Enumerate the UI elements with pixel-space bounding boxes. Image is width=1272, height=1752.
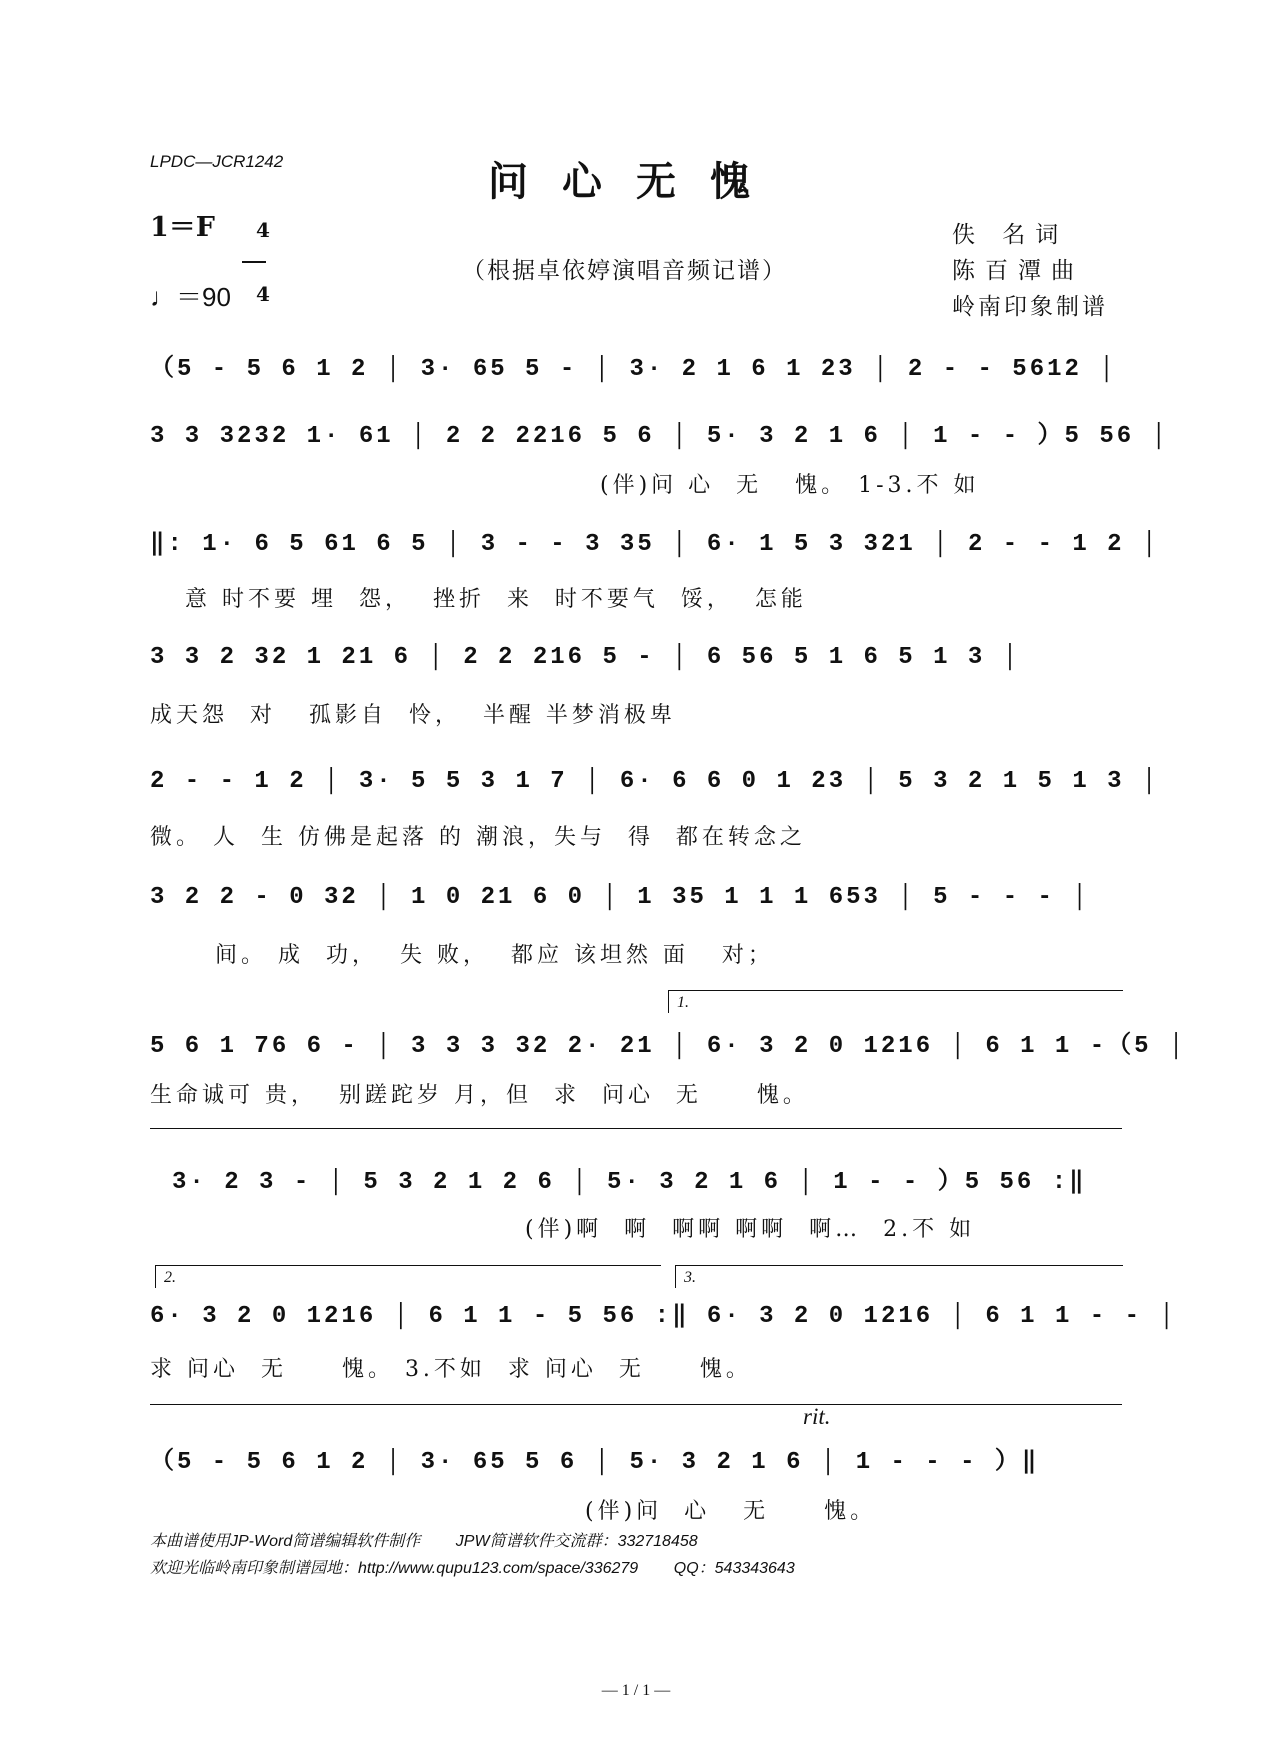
lyric-line-9: 求 问心 无 愧。 3.不如 求 问心 无 愧。	[150, 1357, 752, 1382]
page-number: — 1 / 1 —	[601, 1682, 671, 1699]
subtitle: （根据卓依婷演唱音频记谱）	[462, 258, 787, 284]
lyric-line-2: (伴)问 心 无 愧。 1-3.不 如	[600, 473, 980, 498]
time-top: 4	[255, 218, 270, 242]
lyric-line-7: 生命诚可 贵， 别蹉跎岁 月，但 求 问心 无 愧。	[150, 1083, 809, 1108]
notation-line-8: 3· 2 3 - │ 5 3 2 1 2 6 │ 5· 3 2 1 6 │ 1 - - ）5 56 :‖	[172, 1169, 1087, 1196]
lyric-line-6: 间。 成 功， 失 败， 都应 该坦然 面 对；	[215, 943, 774, 968]
volta-bracket-2	[155, 1265, 661, 1288]
system-rule	[150, 1128, 1122, 1129]
notation-line-1: （5 - 5 6 1 2 │ 3· 65 5 - │ 3· 2 1 6 1 23 │ 2 - - 5612 │	[150, 356, 1117, 383]
lyric-line-8: (伴)啊 啊 啊啊 啊啊 啊… 2.不 如	[525, 1217, 976, 1242]
footer-software-note: 本曲谱使用JP-Word简谱编辑软件制作 JPW简谱软件交流群：332718458	[150, 1533, 698, 1550]
lyric-line-10: (伴)问 心 无 愧。	[585, 1499, 877, 1524]
notation-line-6: 3 2 2 - 0 32 │ 1 0 21 6 0 │ 1 35 1 1 1 653 │ 5 - - - │	[150, 884, 1090, 911]
credit-arranger: 岭南印象制谱	[952, 294, 1108, 320]
lyric-line-4: 成天怨 对 孤影自 怜， 半醒 半梦消极卑	[150, 703, 676, 728]
time-signature	[242, 200, 270, 306]
notation-line-2: 3 3 3232 1· 61 │ 2 2 2216 5 6 │ 5· 3 2 1 6 │ 1 - - ）5 56 │	[150, 423, 1169, 450]
lyric-line-3: 意 时不要 埋 怨， 挫折 来 时不要气 馁， 怎能	[185, 587, 807, 612]
credit-lyricist: 佚 名词	[952, 222, 1069, 248]
volta-bracket-3	[675, 1265, 1123, 1288]
notation-line-4: 3 3 2 32 1 21 6 │ 2 2 216 5 - │ 6 56 5 1 6 5 1 3 │	[150, 644, 1021, 671]
notation-line-7: 5 6 1 76 6 - │ 3 3 3 32 2· 21 │ 6· 3 2 0 1216 │ 6 1 1 -（5 │	[150, 1033, 1187, 1060]
notation-line-9: 6· 3 2 0 1216 │ 6 1 1 - 5 56 :‖ 6· 3 2 0 1216 │ 6 1 1 - - │	[150, 1303, 1177, 1330]
volta-label-3: 3.	[684, 1269, 696, 1286]
tempo-marking: ♩＝90	[150, 282, 231, 312]
time-bottom: 4	[255, 282, 270, 306]
volta-bracket-1	[668, 990, 1123, 1013]
volta-label-1: 1.	[677, 994, 689, 1011]
key-signature: 1＝F	[150, 212, 215, 243]
notation-line-3: ‖: 1· 6 5 61 6 5 │ 3 - - 3 35 │ 6· 1 5 3 321 │ 2 - - 1 2 │	[150, 531, 1160, 558]
score-code: LPDC—JCR1242	[150, 152, 284, 171]
notation-line-5: 2 - - 1 2 │ 3· 5 5 3 1 7 │ 6· 6 6 0 1 23 │ 5 3 2 1 5 1 3 │	[150, 768, 1160, 795]
footer-website-note: 欢迎光临岭南印象制谱园地：http://www.qupu123.com/space/336279 QQ：543343643	[150, 1560, 795, 1577]
volta-label-2: 2.	[164, 1269, 176, 1286]
notation-line-10: （5 - 5 6 1 2 │ 3· 65 5 6 │ 5· 3 2 1 6 │ 1 - - - ）‖	[150, 1449, 1040, 1476]
credit-composer: 陈百潭曲	[952, 258, 1084, 284]
ritardando-marking: rit.	[803, 1404, 831, 1429]
system-rule	[150, 1404, 1122, 1405]
lyric-line-5: 微。 人 生 仿佛是起落 的 潮浪，失与 得 都在转念之	[150, 825, 806, 850]
song-title: 问心无愧	[488, 158, 784, 205]
